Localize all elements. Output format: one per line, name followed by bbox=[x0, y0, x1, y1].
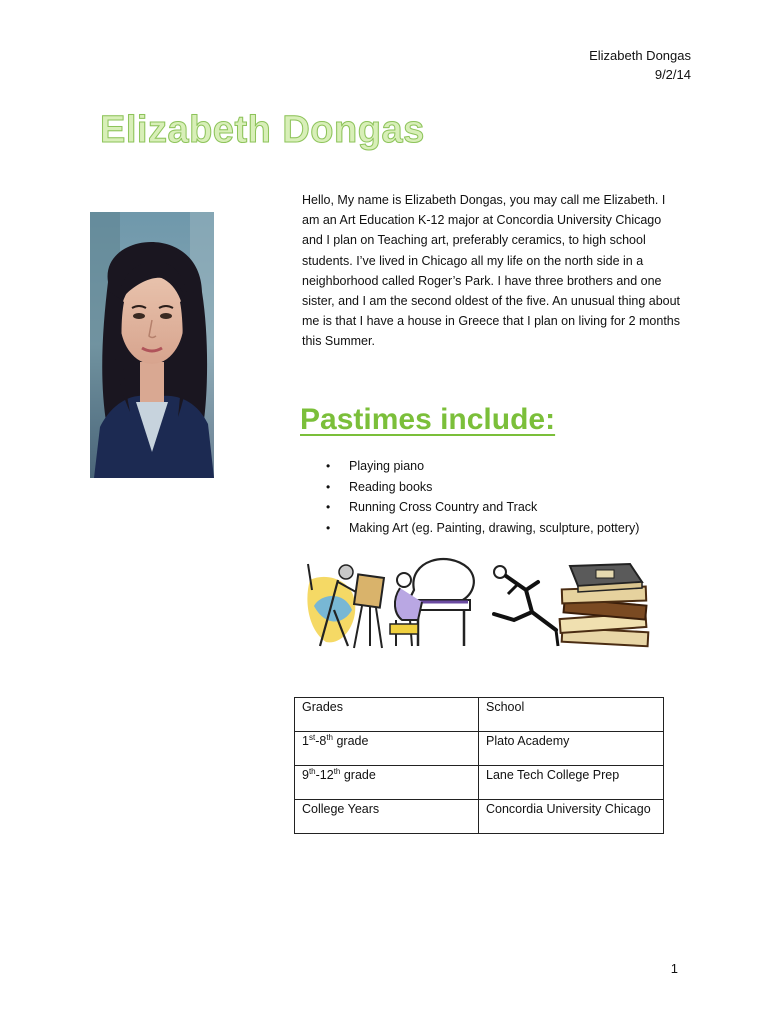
table-row bbox=[295, 732, 664, 766]
document-title: Elizabeth Dongas bbox=[100, 109, 425, 151]
header-author: Elizabeth Dongas bbox=[589, 48, 691, 63]
bullet-icon: • bbox=[326, 479, 331, 494]
page-number: 1 bbox=[670, 961, 678, 976]
table-row bbox=[295, 800, 664, 834]
pastime-text: Making Art (eg. Painting, drawing, sculpture, pottery) bbox=[349, 520, 640, 535]
piano-clipart bbox=[390, 559, 474, 646]
grade-cell: College Years bbox=[295, 800, 479, 834]
school-cell: Lane Tech College Prep bbox=[479, 766, 664, 800]
pastime-text: Reading books bbox=[349, 479, 433, 494]
list-item bbox=[326, 477, 639, 498]
document-header bbox=[589, 46, 691, 84]
list-item bbox=[326, 497, 639, 518]
header-date: 9/2/14 bbox=[654, 67, 691, 82]
pastimes-heading: Pastimes include: bbox=[300, 403, 556, 436]
table-row bbox=[295, 766, 664, 800]
table-header-cell: School bbox=[479, 698, 664, 732]
grade-cell: 1st-8th grade bbox=[295, 732, 479, 766]
school-cell: Concordia University Chicago bbox=[479, 800, 664, 834]
portrait-photo bbox=[90, 212, 214, 478]
books-clipart bbox=[560, 564, 649, 646]
hobbies-clipart bbox=[300, 550, 652, 652]
portrait-photo-image bbox=[90, 212, 214, 478]
education-table bbox=[294, 697, 664, 834]
bullet-icon: • bbox=[326, 500, 331, 514]
pastime-text: Playing piano bbox=[349, 459, 425, 473]
list-item bbox=[326, 518, 639, 539]
grade-cell: 9th-12th grade bbox=[295, 766, 479, 800]
bullet-icon: • bbox=[326, 459, 331, 473]
list-item bbox=[326, 456, 639, 477]
pastimes-list bbox=[326, 456, 639, 538]
runner-clipart bbox=[494, 566, 558, 646]
school-cell: Plato Academy bbox=[479, 732, 664, 766]
table-header-row bbox=[295, 698, 664, 732]
bullet-icon: • bbox=[326, 520, 331, 535]
pastime-text: Running Cross Country and Track bbox=[349, 500, 538, 514]
intro-paragraph: Hello, My name is Elizabeth Dongas, you may call me Elizabeth. I am an Art Education K-12 major at Concordia University Chicago and I plan on Teaching art, preferably ceramics, to high school students. I’ve lived in Chicago all my life on the north side in a neighborhood called Roger’s Park. I have three brothers and one sister, and I am the second oldest of the five. An unusual thing about me is that I have a house in Greece that I plan on living for 2 months this Summer. bbox=[302, 193, 681, 349]
painter-clipart bbox=[307, 564, 384, 648]
table-header-cell: Grades bbox=[295, 698, 479, 732]
